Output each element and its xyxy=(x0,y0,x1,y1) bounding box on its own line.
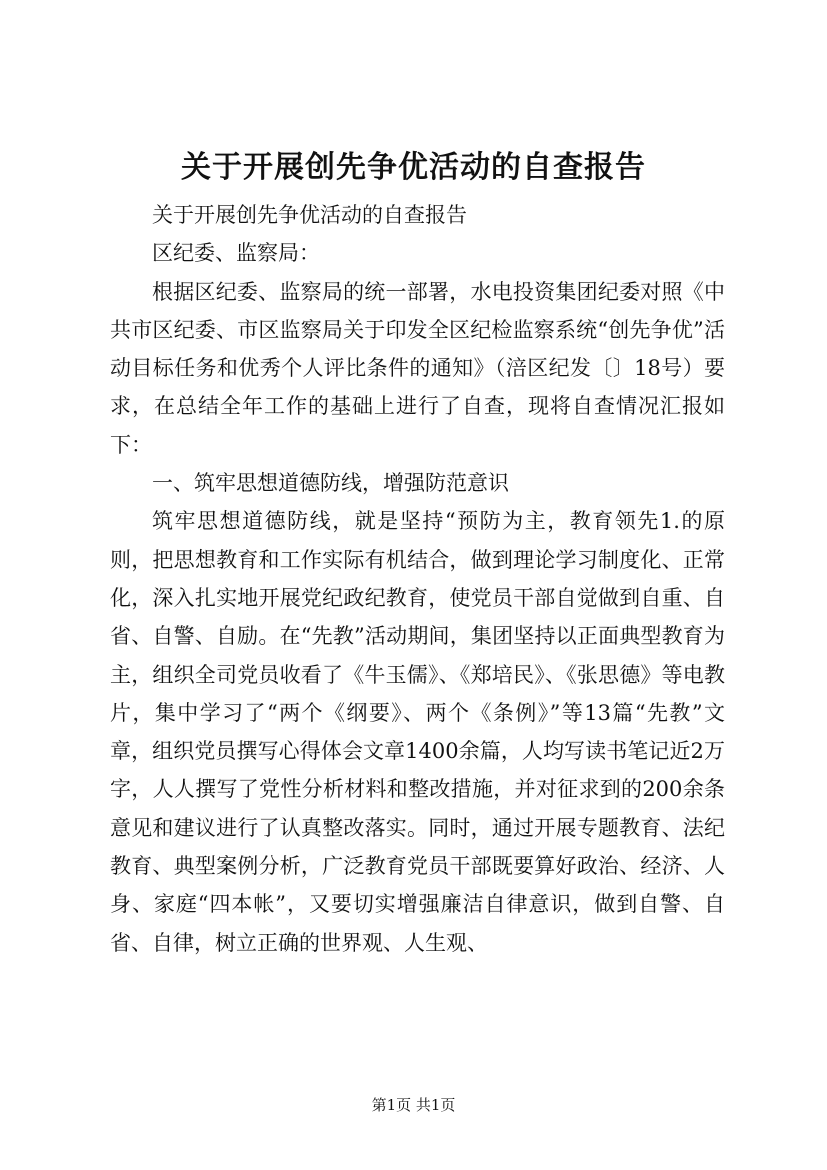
paragraph-subtitle: 关于开展创先争优活动的自查报告 xyxy=(152,203,467,227)
page-number-footer: 第1页 共1页 xyxy=(371,1096,456,1114)
section-heading-1: 一、筑牢思想道德防线，增强防范意识 xyxy=(152,471,509,496)
paragraph-salutation: 区纪委、监察局： xyxy=(152,241,320,266)
document-body xyxy=(110,196,725,962)
paragraph-intro: 根据区纪委、监察局的统一部署，水电投资集团纪委对照《中共市区纪委、市区监察局关于印发全区纪检监察系统“创先争优”活动目标任务和优秀个人评比条件的通知》（涪区纪发〔〕18号）要求，在总结全年工作的基础上进行了自查，现将自查情况汇报如下： xyxy=(110,279,725,457)
document-title: 关于开展创先争优活动的自查报告 xyxy=(181,150,646,185)
paragraph-section-1: 筑牢思想道德防线，就是坚持“预防为主，教育领先1.的原则，把思想教育和工作实际有机结合，做到理论学习制度化、正常化，深入扎实地开展党纪政纪教育，使党员干部自觉做到自重、自省、自警、自励。在“先教”活动期间，集团坚持以正面典型教育为主，组织全司党员收看了《牛玉儒》、《郑培民》、《张思德》等电教片，集中学习了“两个《纲要》、两个《条例》”等13篇“先教”文章，组织党员撰写心得体会文章1400余篇，人均写读书笔记近2万字，人人撰写了党性分析材料和整改措施，并对征求到的200余条意见和建议进行了认真整改落实。同时，通过开展专题教育、法纪教育、典型案例分析，广泛教育党员干部既要算好政治、经济、人身、家庭“四本帐”，又要切实增强廉洁自律意识，做到自警、自省、自律，树立正确的世界观、人生观、 xyxy=(110,509,725,955)
